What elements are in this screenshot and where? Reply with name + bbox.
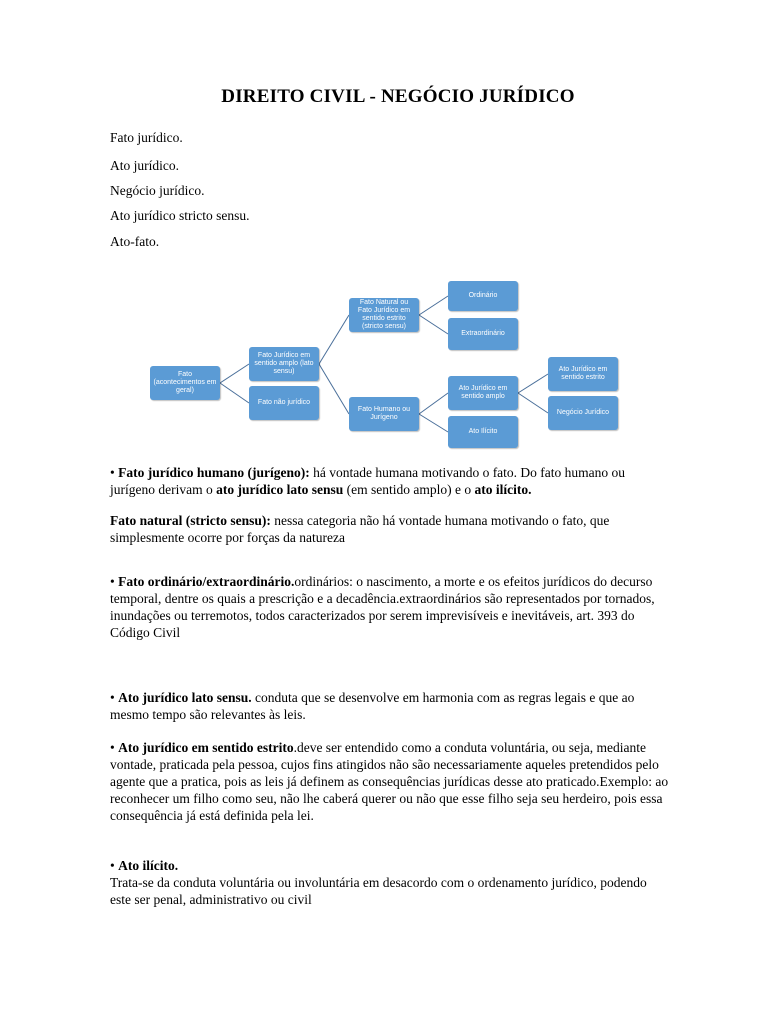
bullet: • (110, 465, 119, 480)
section-emphasis: ato ilícito. (474, 482, 532, 497)
section-fato-ordinario-extraordinario (110, 573, 670, 641)
connector-fato_humano-ato_ilicito (419, 414, 448, 432)
node-fato: Fato (acontecimentos em geral) (150, 366, 220, 400)
term-negocio-juridico: Negócio jurídico. (110, 183, 205, 198)
connector-fato-fato_juridico_amplo (220, 364, 249, 383)
section-text: .deve ser entendido como a conduta voluntária, ou seja, mediante vontade, praticada pela pessoa, cujos fins atingidos não são necessariamente aqueles pretendidos pelo agente que a pratica, pois as leis já definem as consequências jurídicas desse ato praticado.Exemplo: ao reconhecer um filho como seu, não lhe caberá querer ou não que esse filho seja seu herdeiro, pois essa consequência já está definida pela lei. (110, 740, 669, 823)
document-title: DIREITO CIVIL - NEGÓCIO JURÍDICO (221, 86, 575, 107)
term-ato-fato: Ato-fato. (110, 234, 160, 249)
section-emphasis: ato jurídico lato sensu (216, 482, 344, 497)
term-ato-juridico: Ato jurídico. (110, 158, 179, 173)
node-ordinario: Ordinário (448, 281, 518, 311)
connector-fato_juridico_amplo-fato_humano (319, 364, 349, 414)
section-label: Ato jurídico em sentido estrito (118, 740, 294, 755)
connector-fato_juridico_amplo-fato_natural (319, 315, 349, 364)
section-text: conduta que se desenvolve em harmonia com as regras legais e que ao mesmo tempo são relevantes às leis. (110, 690, 635, 722)
connector-ato_juridico_amplo-ato_juridico_estrito (518, 374, 548, 393)
node-ato-ilicito: Ato Ilícito (448, 416, 518, 448)
connector-fato_natural-ordinario (419, 296, 448, 315)
node-fato-natural: Fato Natural ou Fato Jurídico em sentido estrito (stricto sensu) (349, 298, 419, 332)
bullet: • (110, 740, 119, 755)
bullet: • (110, 858, 119, 873)
section-text: nessa categoria não há vontade humana motivando o fato, que simplesmente ocorre por forças da natureza (110, 513, 610, 545)
section-label: Fato natural (stricto sensu): (110, 513, 271, 528)
section-label: Ato jurídico lato sensu. (118, 690, 252, 705)
bullet: • (110, 574, 119, 589)
section-text: ordinários: o nascimento, a morte e os efeitos jurídicos do decurso temporal, dentre os quais a prescrição e a decadência.extraordinários são representados por tornados, inundações ou terremotos, todos caracterizados por serem imprevisíveis e inevitáveis, art. 393 do Código Civil (110, 574, 655, 640)
section-ato-juridico-sentido-estrito (110, 739, 670, 824)
connector-fato-fato_nao_juridico (220, 383, 249, 403)
section-text: Trata-se da conduta voluntária ou involuntária em desacordo com o ordenamento jurídico, podendo este ser penal, administrativo ou civil (110, 875, 647, 907)
connector-fato_natural-extraordinario (419, 315, 448, 334)
node-fato-humano: Fato Humano ou Jurígeno (349, 397, 419, 431)
term-ato-juridico-stricto-sensu: Ato jurídico stricto sensu. (110, 208, 250, 223)
section-text: há vontade humana motivando o fato. Do fato humano ou jurígeno derivam o (110, 465, 626, 497)
section-label: Fato ordinário/extraordinário. (118, 574, 295, 589)
node-extraordinario: Extraordinário (448, 318, 518, 350)
node-fato-juridico-amplo: Fato Jurídico em sentido amplo (lato sensu) (249, 347, 319, 381)
section-label: Fato jurídico humano (jurígeno): (118, 465, 310, 480)
node-fato-nao-juridico: Fato não jurídico (249, 386, 319, 420)
node-ato-juridico-estrito: Ato Jurídico em sentido estrito (548, 357, 618, 391)
term-fato-juridico: Fato jurídico. (110, 130, 183, 145)
section-label: Ato ilícito. (118, 858, 179, 873)
connector-ato_juridico_amplo-negocio_juridico (518, 393, 548, 413)
section-text: (em sentido amplo) e o (343, 482, 475, 497)
section-fato-natural (110, 512, 670, 546)
bullet: • (110, 690, 119, 705)
connector-fato_humano-ato_juridico_amplo (419, 393, 448, 414)
node-ato-juridico-amplo: Ato Jurídico em sentido amplo (448, 376, 518, 410)
section-ato-juridico-lato-sensu (110, 689, 670, 723)
section-ato-ilicito (110, 857, 670, 908)
node-negocio-juridico: Negócio Jurídico (548, 396, 618, 430)
section-fato-juridico-humano (110, 464, 670, 498)
